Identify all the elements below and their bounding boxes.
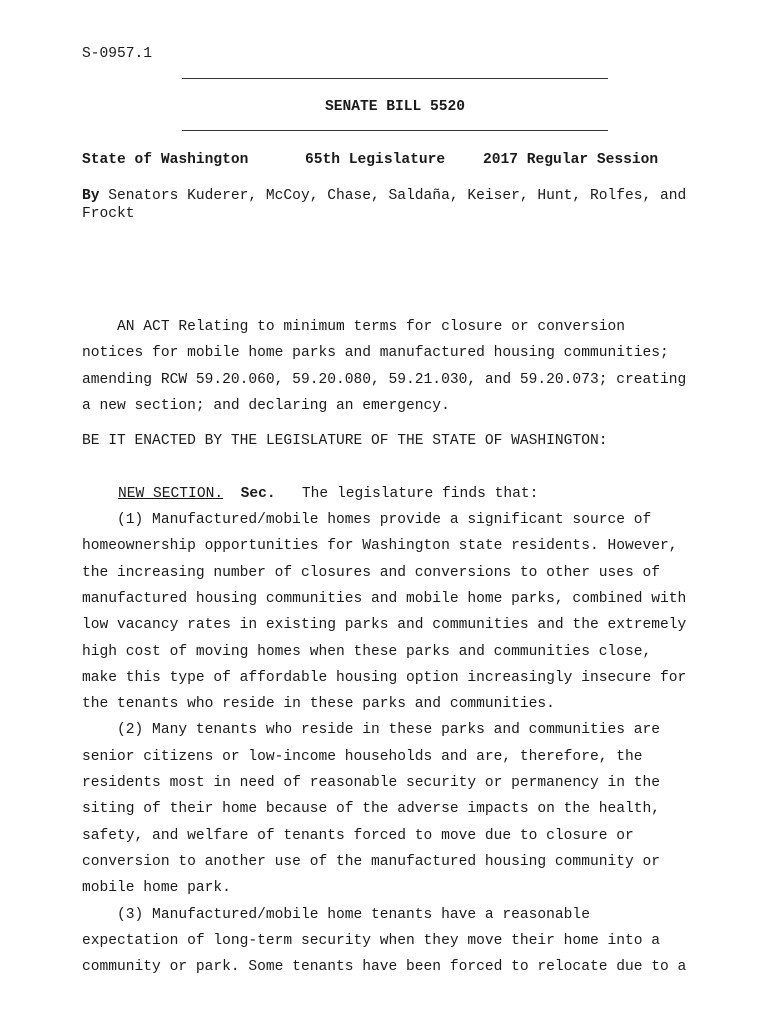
new-section-heading bbox=[118, 486, 538, 502]
sponsors-line-1 bbox=[82, 188, 686, 204]
section-line: low vacancy rates in existing parks and communities and the extremely bbox=[82, 617, 687, 634]
section-line: community or park. Some tenants have been forced to relocate due to a bbox=[82, 959, 687, 976]
section-line: expectation of long-term security when they move their home into a bbox=[82, 932, 661, 949]
sec-label: Sec. bbox=[240, 486, 276, 502]
act-line: amending RCW 59.20.060, 59.20.080, 59.21.030, and 59.20.073; creating bbox=[82, 371, 687, 388]
act-line: a new section; and declaring an emergency. bbox=[82, 397, 450, 414]
section-line: high cost of moving homes when these parks and communities close, bbox=[82, 643, 652, 660]
section-line: manufactured housing communities and mobile home parks, combined with bbox=[82, 590, 687, 607]
section-line: the increasing number of closures and conversions to other uses of bbox=[82, 564, 661, 581]
document-id: S-0957.1 bbox=[82, 46, 153, 62]
header-session: 2017 Regular Session bbox=[483, 152, 659, 168]
section-line: the tenants who reside in these parks and communities. bbox=[82, 696, 555, 713]
section-line: conversion to another use of the manufactured housing community or bbox=[82, 853, 661, 870]
section-line: (3) Manufactured/mobile home tenants have a reasonable bbox=[82, 906, 590, 923]
title-rule-top bbox=[182, 78, 608, 79]
header-legislature: 65th Legislature bbox=[305, 152, 446, 168]
header-state: State of Washington bbox=[82, 152, 249, 168]
section-line: mobile home park. bbox=[82, 880, 231, 897]
section-line: make this type of affordable housing option increasingly insecure for bbox=[82, 669, 687, 686]
sponsors-names: Senators Kuderer, McCoy, Chase, Saldaña, Keiser, Hunt, Rolfes, and bbox=[99, 188, 687, 204]
section-intro: The legislature finds that: bbox=[301, 486, 539, 502]
sponsors-line-2: Frockt bbox=[82, 206, 135, 222]
act-line: AN ACT Relating to minimum terms for closure or conversion bbox=[82, 319, 625, 335]
title-rule-bottom bbox=[182, 130, 608, 131]
by-label: By bbox=[82, 188, 100, 204]
bill-title: SENATE BILL 5520 bbox=[324, 99, 466, 115]
section-line: siting of their home because of the adverse impacts on the health, bbox=[82, 801, 661, 818]
new-section-label: NEW SECTION. bbox=[118, 486, 224, 502]
section-line: residents most in need of reasonable security or permanency in the bbox=[82, 775, 661, 791]
section-line: (1) Manufactured/mobile homes provide a significant source of bbox=[82, 512, 652, 528]
section-line: safety, and welfare of tenants forced to move due to closure or bbox=[82, 827, 634, 844]
act-line: notices for mobile home parks and manufactured housing communities; bbox=[82, 345, 669, 362]
section-line: senior citizens or low-income households and are, therefore, the bbox=[82, 748, 643, 765]
section-line: (2) Many tenants who reside in these parks and communities are bbox=[82, 722, 661, 739]
section-line: homeownership opportunities for Washington state residents. However, bbox=[82, 538, 678, 555]
enacting-clause: BE IT ENACTED BY THE LEGISLATURE OF THE STATE OF WASHINGTON: bbox=[82, 433, 608, 449]
